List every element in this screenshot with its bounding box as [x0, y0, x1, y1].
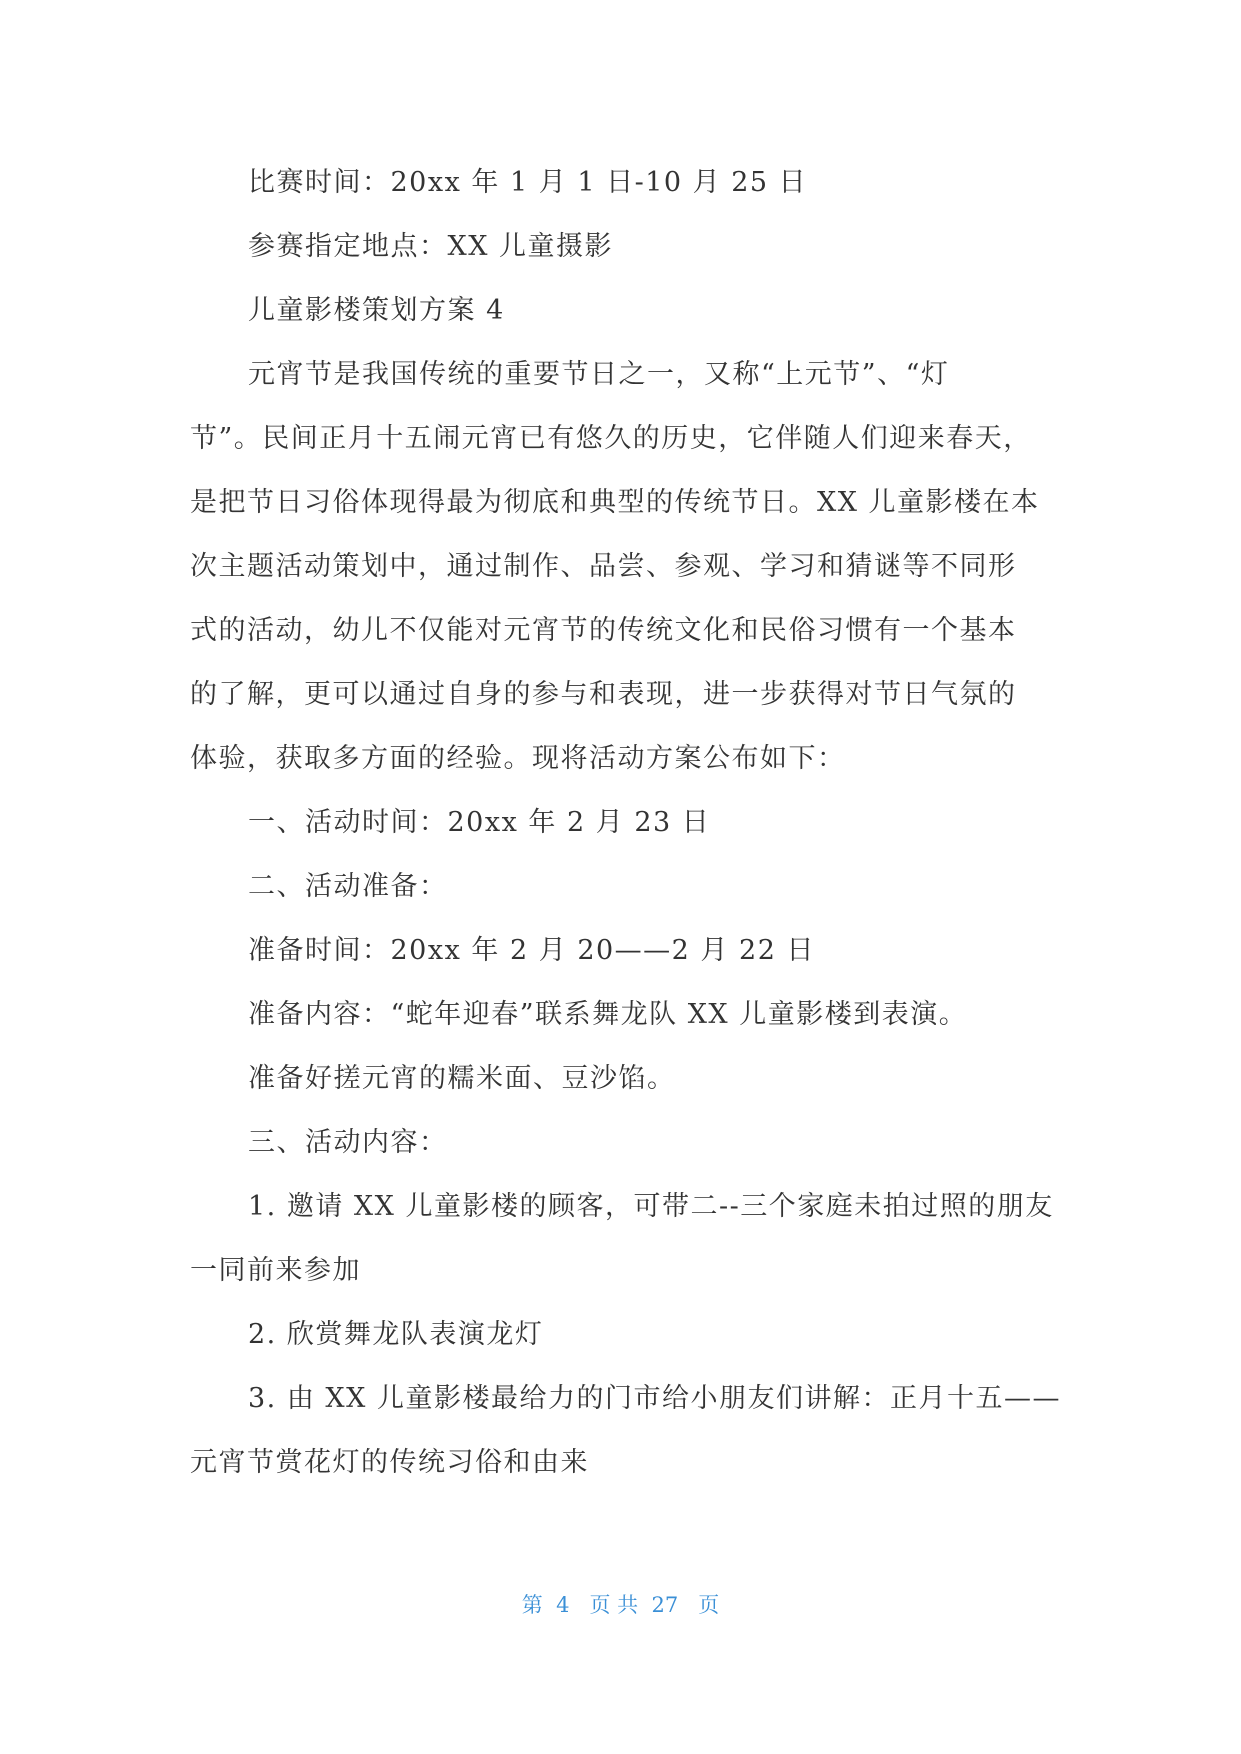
text-line: 一、活动时间：20xx 年 2 月 23 日 — [248, 807, 711, 838]
paragraph-line: 次主题活动策划中，通过制作、品尝、参观、学习和猜谜等不同形 — [190, 551, 1017, 582]
paragraph-line: 元宵节是我国传统的重要节日之一，又称“上元节”、“灯 — [248, 359, 950, 390]
paragraph-line: 节”。民间正月十五闹元宵已有悠久的历史，它伴随人们迎来春天， — [190, 423, 1032, 454]
text-line: 准备内容：“蛇年迎春”联系舞龙队 XX 儿童影楼到表演。 — [248, 999, 968, 1030]
paragraph-line: 的了解，更可以通过自身的参与和表现，进一步获得对节日气氛的 — [190, 679, 1017, 710]
text-line: 参赛指定地点：XX 儿童摄影 — [248, 231, 614, 262]
text-line: 比赛时间：20xx 年 1 月 1 日-10 月 25 日 — [248, 167, 808, 198]
paragraph-line: 体验，获取多方面的经验。现将活动方案公布如下： — [190, 743, 846, 774]
list-item-continuation: 一同前来参加 — [190, 1255, 361, 1286]
text-line: 准备好搓元宵的糯米面、豆沙馅。 — [248, 1063, 676, 1094]
list-item: 3. 由 XX 儿童影楼最给力的门市给小朋友们讲解：正月十五—— — [248, 1383, 1061, 1414]
section-title: 儿童影楼策划方案 4 — [248, 295, 505, 326]
list-item-continuation: 元宵节赏花灯的传统习俗和由来 — [190, 1447, 589, 1478]
page-number-footer: 第 4 页 共 27 页 — [521, 1593, 720, 1617]
text-line: 三、活动内容： — [248, 1127, 448, 1158]
list-item: 1. 邀请 XX 儿童影楼的顾客，可带二--三个家庭未拍过照的朋友 — [248, 1191, 1054, 1222]
paragraph-line: 是把节日习俗体现得最为彻底和典型的传统节日。XX 儿童影楼在本 — [190, 487, 1040, 518]
text-line: 准备时间：20xx 年 2 月 20——2 月 22 日 — [248, 935, 815, 966]
text-line: 二、活动准备： — [248, 871, 448, 902]
list-item: 2. 欣赏舞龙队表演龙灯 — [248, 1319, 544, 1350]
paragraph-line: 式的活动，幼儿不仅能对元宵节的传统文化和民俗习惯有一个基本 — [190, 615, 1017, 646]
